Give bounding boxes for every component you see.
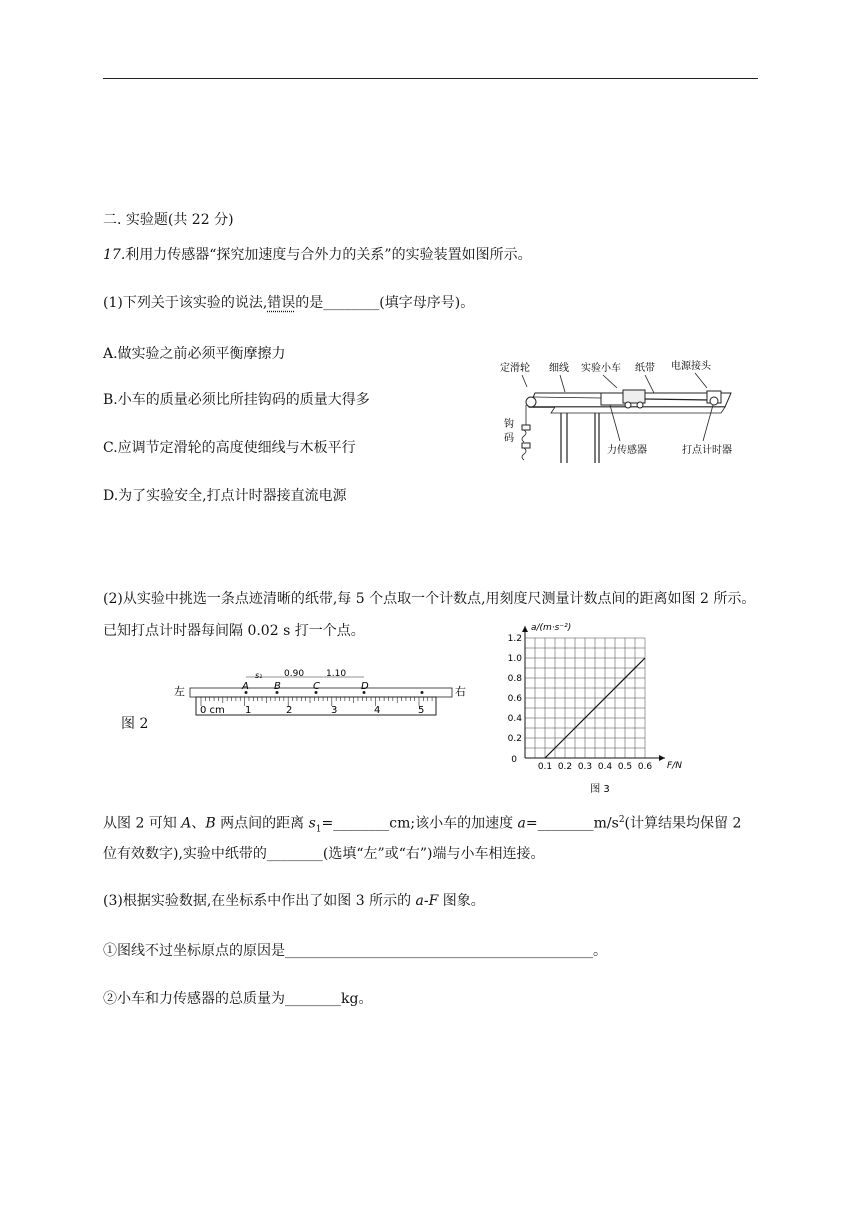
apparatus-figure: [495, 355, 755, 465]
ans-text-4: =________m/s: [525, 815, 619, 832]
ruler-1: 1: [245, 705, 252, 716]
part3-text-a: (3)根据实验数据,在坐标系中作出了如图 3 所示的: [103, 893, 416, 909]
label-weights-2: 码: [504, 433, 514, 444]
origin-label: 0: [511, 755, 517, 765]
ruler-3: 3: [331, 705, 338, 716]
y-axis-arrow: [522, 626, 528, 632]
ans-text-1: 从图 2 可知: [103, 815, 182, 832]
point-d: D: [361, 681, 369, 692]
tape-left-label: 左: [174, 685, 185, 698]
x-axis-label: F/N: [667, 761, 682, 771]
part3-prompt: [103, 891, 485, 911]
y-tick-label: 0.2: [507, 734, 522, 744]
x-tick-label: 0.1: [537, 762, 553, 772]
label-power: 电源接头: [671, 361, 711, 372]
option-c: C.应调节定滑轮的高度使细线与木板平行: [103, 440, 356, 456]
part2-line-1: (2)从实验中挑选一条点迹清晰的纸带,每 5 个点取一个计数点,用刻度尺测量计数点间的距离如图 2: [103, 591, 709, 607]
part3-text-b: 图象。: [438, 893, 485, 909]
tape-right-label: 右: [455, 685, 466, 698]
ruler-4: 4: [374, 705, 381, 716]
y-tick-label: 0.4: [507, 714, 522, 724]
ans-s: s: [308, 815, 316, 832]
distance-bc: 0.90: [284, 669, 305, 679]
part1-text-a: (1)下列关于该实验的说法,: [103, 295, 268, 311]
ruler-5: 5: [418, 705, 425, 716]
sub-question-2: ②小车和力传感器的总质量为________kg。: [103, 991, 373, 1007]
y-axis-label: a/(m·s⁻²): [531, 623, 572, 633]
fig2-caption: 图 2: [121, 716, 149, 732]
label-timer: 打点计时器: [682, 445, 732, 456]
y-tick-label: 1.2: [507, 634, 522, 644]
part1-emphasis: 错误: [267, 295, 296, 311]
ruler-2: 2: [286, 705, 293, 716]
x-tick-label: 0.6: [637, 762, 653, 772]
part2-answer-line: [103, 810, 741, 839]
ans-sep: 、: [191, 815, 206, 832]
option-b: B.小车的质量必须比所挂钩码的质量大得多: [103, 392, 370, 408]
ans-a: a: [517, 815, 526, 832]
label-cart: 实验小车: [581, 363, 621, 374]
x-tick-label: 0.2: [557, 762, 573, 772]
point-b: B: [274, 681, 281, 692]
ans-point-b: B: [205, 815, 216, 832]
x-tick-label: 0.3: [577, 762, 593, 772]
y-tick-label: 0.6: [507, 694, 522, 704]
part1-text-b: 的是________(填字母序号)。: [295, 295, 475, 311]
option-a: A.做实验之前必须平衡摩擦力: [103, 346, 286, 362]
header-rule: [103, 78, 758, 79]
ans-text-2: 两点间的距离: [215, 815, 309, 832]
chart-caption: 图 3: [590, 784, 610, 795]
distance-cd: 1.10: [326, 669, 347, 679]
y-tick-label: 0.8: [507, 674, 522, 684]
part3-var: a-F: [415, 893, 439, 909]
ans-s-sub: 1: [315, 824, 322, 835]
section-title: 二. 实验题(共 22 分): [103, 212, 234, 228]
part2-line-2: 所示。已知打点计时器每间隔 0.02 s 打一个点。: [103, 591, 756, 639]
ruler-0: 0 cm: [200, 705, 225, 716]
x-axis-arrow: [659, 755, 665, 761]
a-f-chart: [500, 618, 700, 798]
label-tape: 纸带: [635, 363, 655, 374]
sub-question-1: ①图线不过坐标原点的原因是____________________________________________。: [103, 943, 607, 959]
part2-answer-line-2: 位有效数字),实验中纸带的________(选填“左”或“右”)端与小车相连接。: [103, 846, 545, 862]
point-a: A: [242, 681, 249, 692]
label-sensor: 力传感器: [607, 445, 647, 456]
option-d: D.为了实验安全,打点计时器接直流电源: [103, 488, 347, 504]
tape-ruler-figure: [172, 668, 477, 720]
s1-label: s₁: [255, 671, 263, 680]
question-17-stem: [103, 245, 532, 265]
ans-sup: 2: [618, 815, 625, 825]
part1-prompt: [103, 293, 474, 313]
ans-point-a: A: [181, 815, 192, 832]
question-stem-text: 利用力传感器“探究加速度与合外力的关系”的实验装置如图所示。: [125, 247, 532, 263]
point-c: C: [313, 681, 320, 692]
label-weights-1: 钩: [504, 419, 514, 430]
question-number: 17.: [103, 247, 126, 263]
label-pulley: 定滑轮: [500, 363, 530, 374]
x-tick-label: 0.4: [597, 762, 613, 772]
x-tick-label: 0.5: [617, 762, 633, 772]
ans-text-3: =________cm;该小车的加速度: [321, 815, 518, 832]
label-string: 细线: [549, 363, 569, 374]
ans-text-5: (计算结果均保留 2: [624, 815, 742, 832]
y-tick-label: 1.0: [507, 654, 522, 664]
